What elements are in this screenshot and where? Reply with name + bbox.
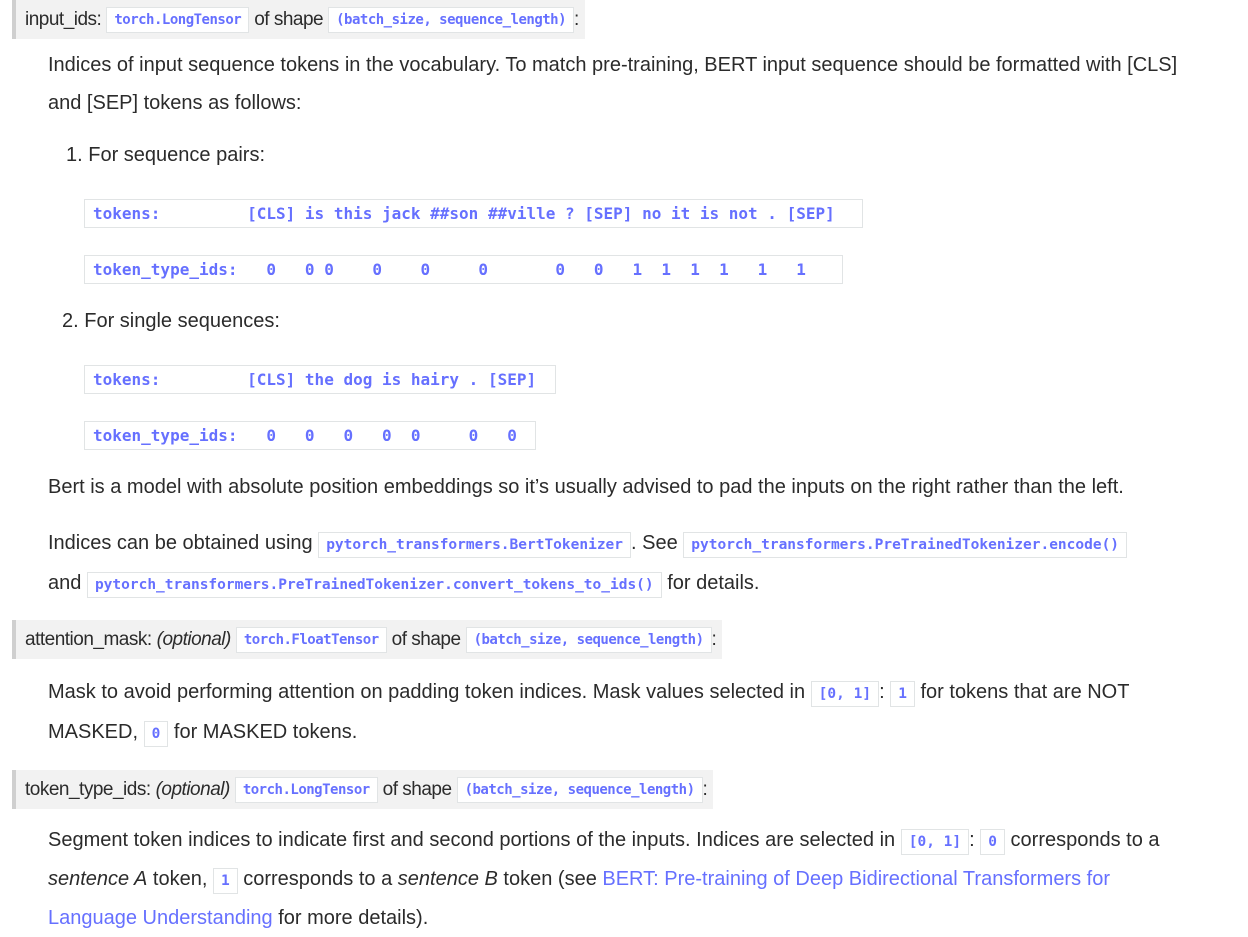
list-item-label: 2. For single sequences:	[62, 310, 280, 332]
shape-code: (batch_size, sequence_length)	[457, 777, 703, 803]
text: for more details).	[278, 907, 429, 929]
type-code: torch.LongTensor	[235, 777, 378, 803]
tokenizer-note	[48, 524, 1127, 604]
attention-mask-description	[48, 673, 1129, 753]
value-one-code: 1	[890, 681, 915, 707]
text: token (see	[503, 868, 597, 890]
text-line: Indices of input sequence tokens in the vocabulary. To match pre-training, BERT input sequence should be formatted with [CLS]	[48, 54, 1178, 76]
text: Mask to avoid performing attention on padding token indices. Mask values selected in	[48, 681, 806, 703]
bert-paper-link[interactable]: Language Understanding	[48, 907, 273, 929]
encode-method-code: pytorch_transformers.PreTrainedTokenizer.encode()	[683, 532, 1127, 558]
param-name: attention_mask:	[25, 628, 152, 650]
colon: :	[574, 8, 579, 30]
value-one-code: 1	[213, 868, 238, 894]
colon: :	[702, 778, 708, 800]
optional-label: (optional)	[156, 628, 231, 650]
optional-label: (optional)	[155, 778, 230, 800]
bert-paper-link[interactable]: BERT: Pre-training of Deep Bidirectional Transformers for	[602, 868, 1110, 890]
range-code: [0, 1]	[901, 829, 969, 855]
range-code: [0, 1]	[811, 681, 879, 707]
of-shape-text: of shape	[254, 8, 324, 30]
colon: :	[969, 829, 975, 851]
text: corresponds to a	[243, 868, 393, 890]
code-block-tokens: tokens: [CLS] is this jack ##son ##ville ? [SEP] no it is not . [SEP]	[84, 199, 863, 228]
token-type-ids-description	[48, 822, 1160, 937]
code-block-token-type-ids: token_type_ids: 0 0 0 0 0 0 0	[84, 421, 536, 450]
list-item-label: 1. For sequence pairs:	[66, 144, 265, 166]
text-line: and [SEP] tokens as follows:	[48, 92, 302, 114]
shape-code: (batch_size, sequence_length)	[328, 7, 574, 33]
value-zero-code: 0	[144, 721, 169, 747]
text: for details.	[667, 572, 760, 594]
value-zero-code: 0	[980, 829, 1005, 855]
param-name: input_ids:	[25, 8, 102, 30]
param-token-type-ids-header	[12, 770, 713, 809]
padding-note: Bert is a model with absolute position embeddings so it’s usually advised to pad the inputs on the right rather than the left.	[48, 476, 1124, 498]
type-code: torch.LongTensor	[106, 7, 249, 33]
text: token,	[152, 868, 208, 890]
text: for tokens that are NOT	[920, 681, 1130, 703]
param-attention-mask-header	[12, 620, 722, 659]
param-input-ids-header	[12, 0, 585, 39]
code-block-tokens: tokens: [CLS] the dog is hairy . [SEP]	[84, 365, 556, 394]
text: Indices can be obtained using	[48, 532, 313, 554]
text: and	[48, 572, 82, 594]
text: corresponds to a	[1010, 829, 1160, 851]
sentence-b: sentence B	[397, 868, 498, 890]
sentence-a: sentence A	[48, 868, 148, 890]
input-ids-description	[48, 46, 1177, 122]
type-code: torch.FloatTensor	[236, 627, 387, 653]
convert-method-code: pytorch_transformers.PreTrainedTokenizer.convert_tokens_to_ids()	[87, 572, 662, 598]
tokenizer-class-code: pytorch_transformers.BertTokenizer	[318, 532, 631, 558]
text: MASKED,	[48, 721, 139, 743]
colon: :	[879, 681, 885, 703]
text: . See	[631, 532, 678, 554]
shape-code: (batch_size, sequence_length)	[466, 627, 712, 653]
text: Segment token indices to indicate first and second portions of the inputs. Indices are selected in	[48, 829, 896, 851]
of-shape-text: of shape	[382, 778, 452, 800]
code-block-token-type-ids: token_type_ids: 0 0 0 0 0 0 0 0 1 1 1 1 1 1	[84, 255, 843, 284]
colon: :	[711, 628, 717, 650]
text: for MASKED tokens.	[173, 721, 358, 743]
param-name: token_type_ids:	[25, 778, 151, 800]
of-shape-text: of shape	[391, 628, 461, 650]
